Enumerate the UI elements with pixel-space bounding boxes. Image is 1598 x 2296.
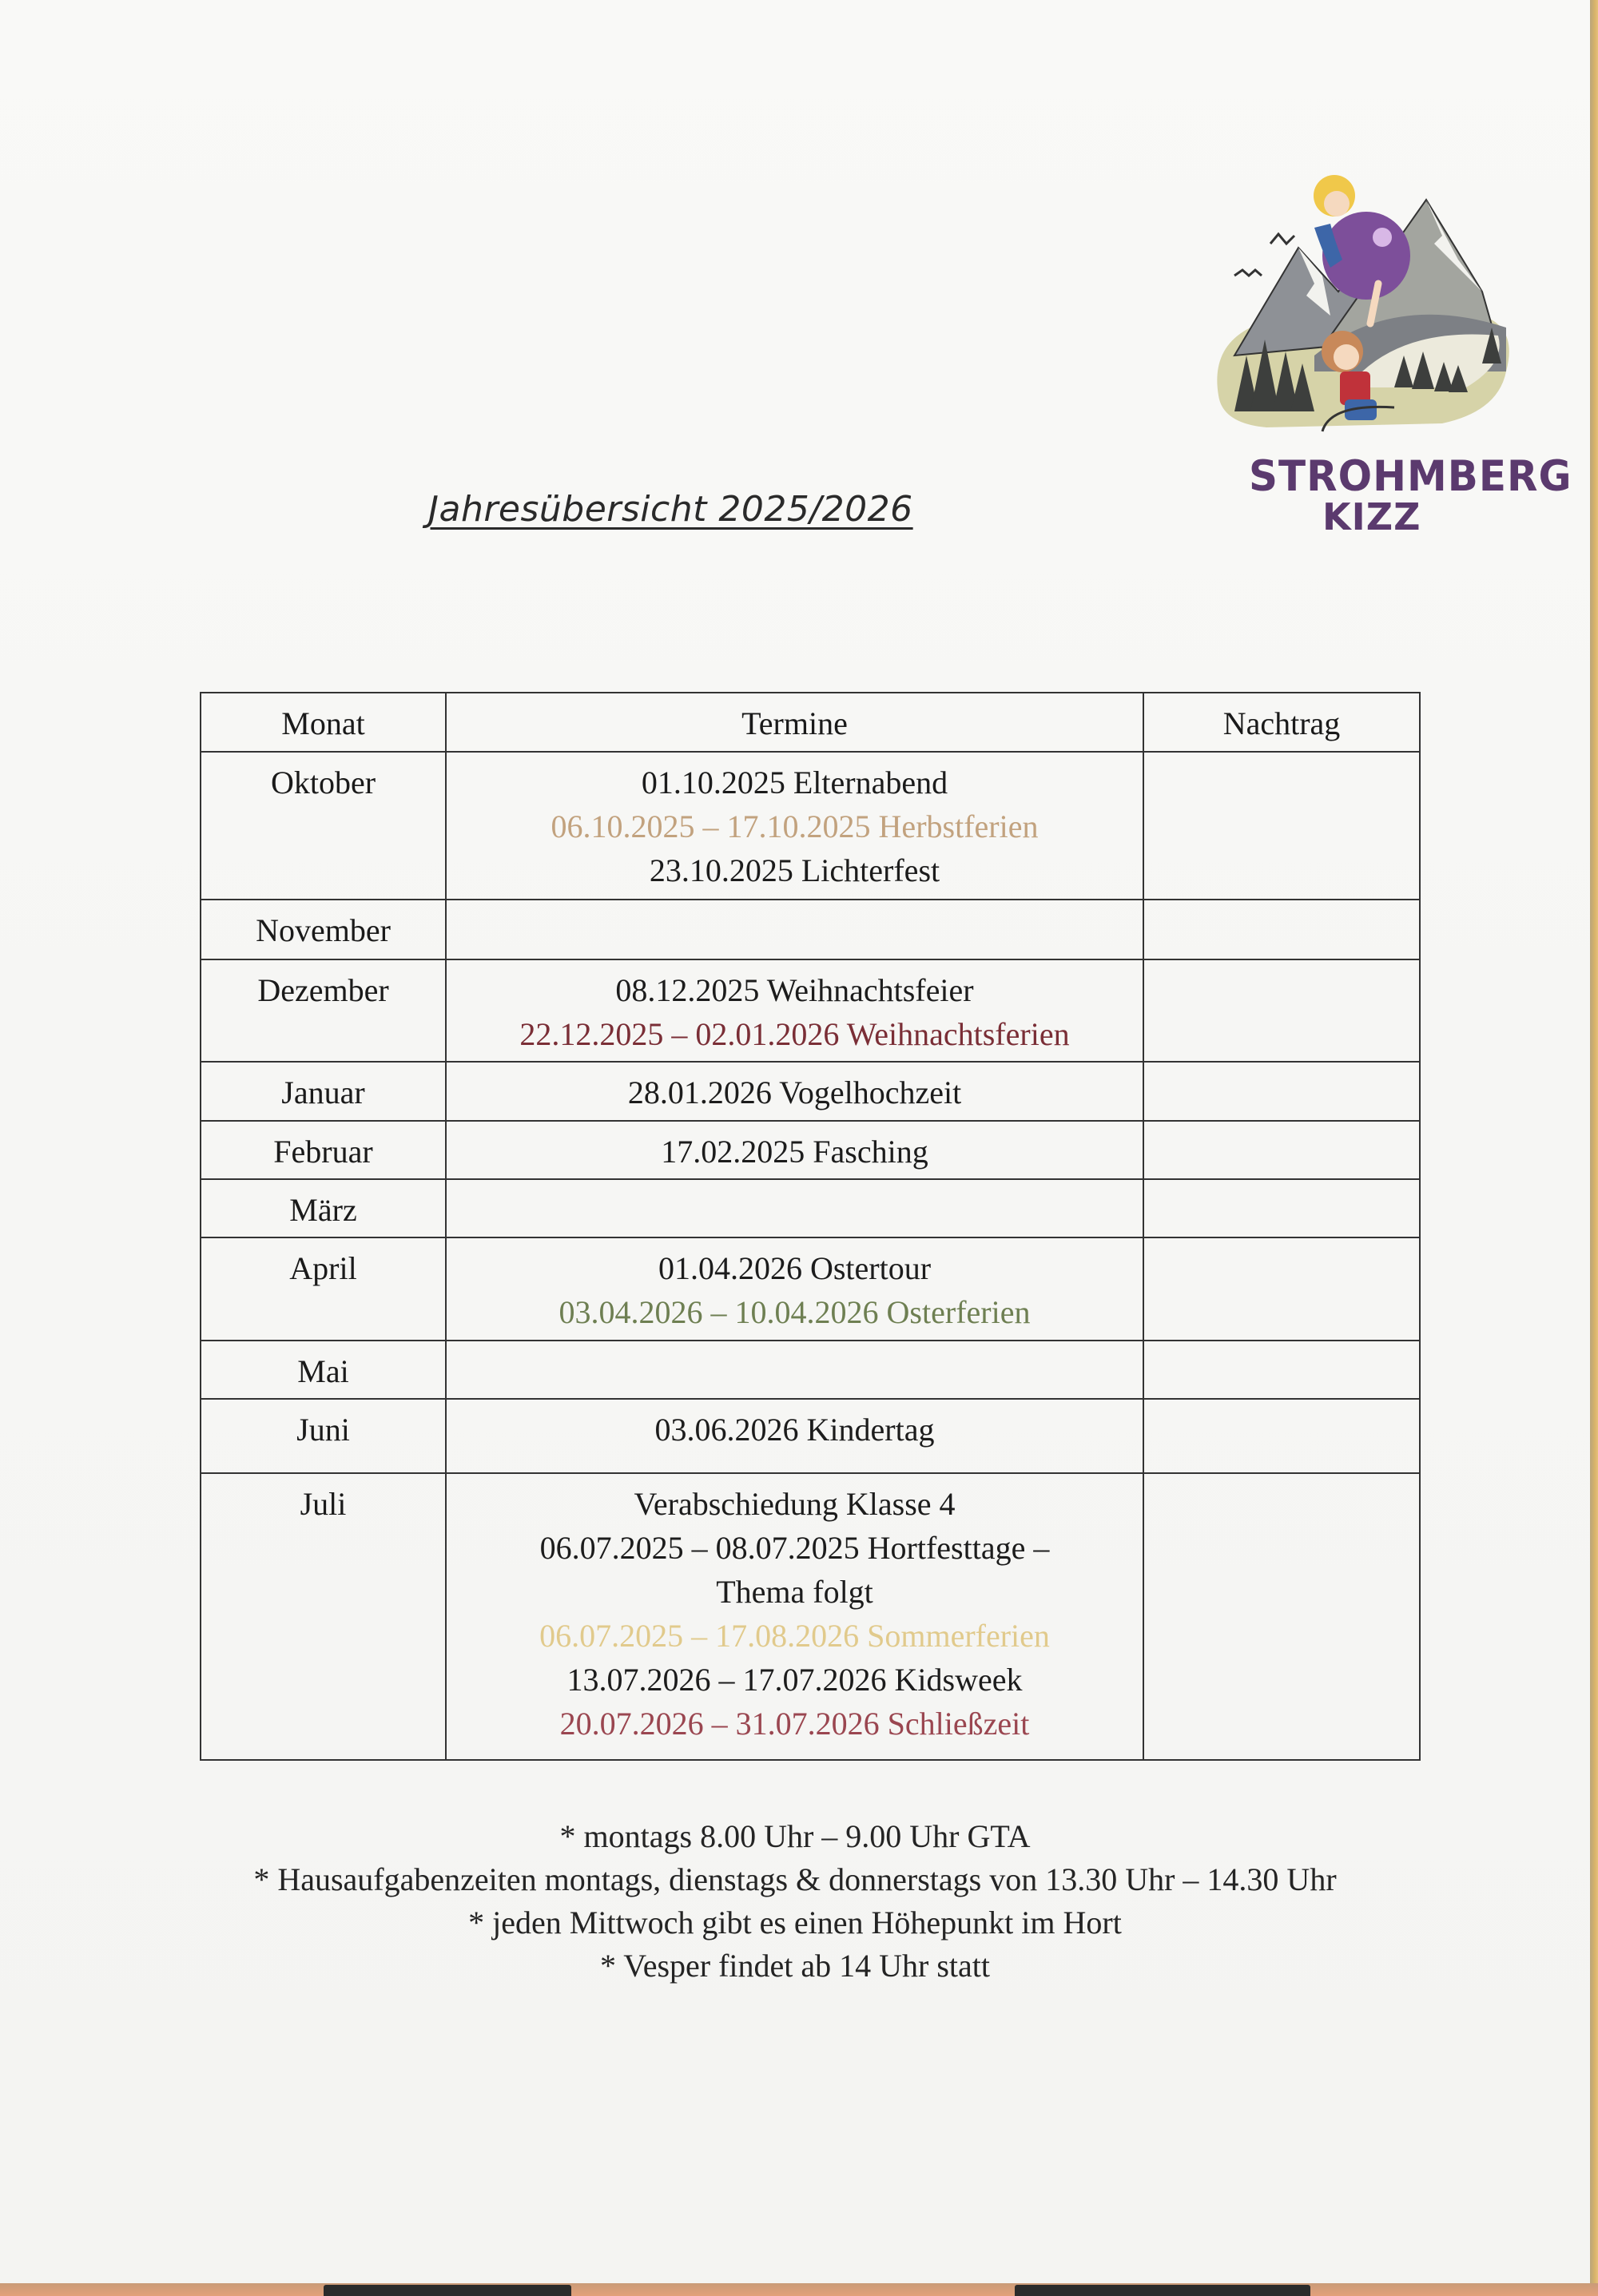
schedule-table (200, 692, 1421, 1761)
table-row (201, 752, 1420, 900)
note-cell (1143, 1121, 1420, 1179)
footnotes (0, 1815, 1590, 1988)
events-cell (446, 959, 1143, 1062)
note-cell (1143, 959, 1420, 1062)
note-cell (1143, 752, 1420, 900)
events-cell (446, 1341, 1143, 1399)
event-line: 08.12.2025 Weihnachtsfeier (615, 972, 974, 1008)
logo-text-strohmberg: STROHMBERG (1249, 451, 1572, 501)
table-row (201, 1179, 1420, 1237)
note-cell (1143, 1341, 1420, 1399)
note-cell (1143, 1473, 1420, 1760)
month-cell: Oktober (201, 752, 446, 900)
table-header-row (201, 693, 1420, 752)
table-row (201, 1341, 1420, 1399)
events-cell (446, 1237, 1143, 1341)
child-face (1324, 191, 1350, 216)
month-cell: März (201, 1179, 446, 1237)
event-line: Verabschiedung Klasse 4 (634, 1486, 956, 1522)
month-cell: Dezember (201, 959, 446, 1062)
table-row (201, 1473, 1420, 1760)
month-cell: Juli (201, 1473, 446, 1760)
events-cell (446, 1399, 1143, 1473)
event-line: Thema folgt (716, 1574, 873, 1610)
logo-text-kizz: KIZZ (1322, 495, 1421, 538)
folder-edge (1590, 0, 1598, 2296)
table-row (201, 900, 1420, 959)
note-wednesday: * jeden Mittwoch gibt es einen Höhepunkt im Hort (468, 1905, 1122, 1940)
event-line: 01.10.2025 Elternabend (641, 765, 948, 800)
table-row (201, 1399, 1420, 1473)
events-cell (446, 1473, 1143, 1760)
bird-icon (1234, 270, 1262, 276)
logo-strohmberg-kizz (1202, 156, 1572, 547)
month-cell: November (201, 900, 446, 959)
header-termine: Termine (446, 693, 1143, 752)
page-title: Jahresübersicht 2025/2026 (428, 489, 913, 530)
event-line: 28.01.2026 Vogelhochzeit (627, 1075, 962, 1110)
month-cell: Mai (201, 1341, 446, 1399)
month-cell: Januar (201, 1062, 446, 1121)
event-line: 06.07.2025 – 08.07.2025 Hortfesttage – (539, 1530, 1050, 1566)
holiday-line: 03.04.2026 – 10.04.2026 Osterferien (559, 1294, 1031, 1330)
event-line: 03.06.2026 Kindertag (654, 1412, 935, 1448)
ball-highlight (1373, 228, 1392, 247)
note-homework: * Hausaufgabenzeiten montags, dienstags & donnerstags von 13.30 Uhr – 14.30 Uhr (253, 1861, 1337, 1897)
event-line: 17.02.2025 Fasching (661, 1134, 928, 1170)
table-row (201, 1121, 1420, 1179)
note-cell (1143, 1179, 1420, 1237)
table-row (201, 1062, 1420, 1121)
bird-icon (1270, 234, 1294, 244)
month-cell: Februar (201, 1121, 446, 1179)
events-cell (446, 752, 1143, 900)
note-vesper: * Vesper findet ab 14 Uhr statt (599, 1948, 991, 1984)
holiday-line: 06.07.2025 – 17.08.2026 Sommerferien (539, 1618, 1050, 1654)
binder-clip (1015, 2285, 1310, 2296)
table-row (201, 959, 1420, 1062)
binder-clip (324, 2285, 571, 2296)
month-cell: April (201, 1237, 446, 1341)
note-gta: * montags 8.00 Uhr – 9.00 Uhr GTA (559, 1818, 1031, 1854)
events-cell (446, 1121, 1143, 1179)
event-line: 13.07.2026 – 17.07.2026 Kidsweek (566, 1662, 1023, 1698)
table-row (201, 1237, 1420, 1341)
header-nachtrag: Nachtrag (1143, 693, 1420, 752)
logo-illustration (1202, 156, 1530, 459)
holiday-line: 06.10.2025 – 17.10.2025 Herbstferien (551, 808, 1039, 844)
note-cell (1143, 1237, 1420, 1341)
events-cell (446, 1062, 1143, 1121)
desk-surface (0, 2283, 1598, 2296)
events-cell (446, 900, 1143, 959)
holiday-line: 22.12.2025 – 02.01.2026 Weihnachtsferien (519, 1016, 1070, 1052)
note-cell (1143, 900, 1420, 959)
event-line: 23.10.2025 Lichterfest (649, 852, 940, 888)
note-cell (1143, 1399, 1420, 1473)
note-cell (1143, 1062, 1420, 1121)
events-cell (446, 1179, 1143, 1237)
event-line: 01.04.2026 Ostertour (658, 1250, 932, 1286)
child-face (1334, 344, 1359, 370)
closure-line: 20.07.2026 – 31.07.2026 Schließzeit (559, 1706, 1030, 1742)
month-cell: Juni (201, 1399, 446, 1473)
header-monat: Monat (201, 693, 446, 752)
